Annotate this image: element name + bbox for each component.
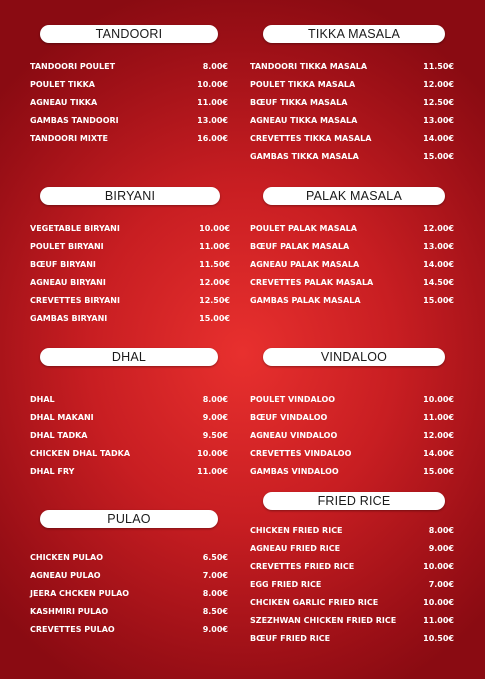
- menu-item: [250, 274, 454, 292]
- section-vindaloo: [250, 348, 454, 481]
- item-name: POULET TIKKA MASALA: [250, 80, 356, 89]
- item-price: 10.00€: [199, 224, 230, 233]
- item-price: 11.00€: [423, 413, 454, 422]
- menu-item: [30, 463, 228, 481]
- menu-list-biryani: [30, 220, 230, 328]
- item-price: 15.00€: [199, 314, 230, 323]
- item-price: 10.00€: [197, 80, 228, 89]
- item-price: 7.00€: [202, 571, 228, 580]
- item-price: 10.00€: [423, 598, 454, 607]
- item-price: 10.00€: [423, 395, 454, 404]
- menu-item: [250, 409, 454, 427]
- menu-item: [30, 58, 228, 76]
- item-name: BŒUF BIRYANI: [30, 260, 96, 269]
- item-price: 8.00€: [202, 395, 228, 404]
- item-name: POULET VINDALOO: [250, 395, 336, 404]
- item-price: 12.00€: [423, 80, 454, 89]
- menu-item: [30, 256, 230, 274]
- menu-item: [30, 549, 228, 567]
- menu-item: [30, 409, 228, 427]
- item-name: GAMBAS VINDALOO: [250, 467, 339, 476]
- menu-item: [250, 427, 454, 445]
- item-price: 14.00€: [423, 134, 454, 143]
- item-name: AGNEAU VINDALOO: [250, 431, 338, 440]
- item-name: TANDOORI TIKKA MASALA: [250, 62, 368, 71]
- item-name: AGNEAU BIRYANI: [30, 278, 106, 287]
- item-price: 12.00€: [199, 278, 230, 287]
- menu-list-tandoori: [30, 58, 228, 148]
- menu-item: [30, 427, 228, 445]
- item-name: POULET PALAK MASALA: [250, 224, 357, 233]
- item-price: 13.00€: [197, 116, 228, 125]
- menu-item: [30, 292, 230, 310]
- item-name: CREVETTES TIKKA MASALA: [250, 134, 372, 143]
- menu-item: [250, 130, 454, 148]
- item-price: 9.00€: [202, 625, 228, 634]
- item-price: 13.00€: [423, 242, 454, 251]
- section-dhal: [30, 348, 228, 481]
- item-name: BŒUF VINDALOO: [250, 413, 328, 422]
- section-fried-rice: [250, 492, 454, 648]
- item-price: 9.50€: [202, 431, 228, 440]
- item-name: EGG FRIED RICE: [250, 580, 322, 589]
- item-price: 12.50€: [199, 296, 230, 305]
- item-price: 8.00€: [428, 526, 454, 535]
- menu-item: [250, 292, 454, 310]
- item-name: GAMBAS TIKKA MASALA: [250, 152, 359, 161]
- item-name: AGNEAU FRIED RICE: [250, 544, 341, 553]
- section-title-palak-masala: PALAK MASALA: [263, 187, 445, 205]
- item-price: 15.00€: [423, 296, 454, 305]
- section-title-tandoori: TANDOORI: [40, 25, 218, 43]
- item-name: CREVETTES FRIED RICE: [250, 562, 355, 571]
- menu-item: [250, 445, 454, 463]
- item-price: 6.50€: [202, 553, 228, 562]
- item-name: CHCIKEN GARLIC FRIED RICE: [250, 598, 379, 607]
- item-name: AGNEAU TIKKA MASALA: [250, 116, 358, 125]
- item-price: 16.00€: [197, 134, 228, 143]
- menu-item: [30, 112, 228, 130]
- menu-item: [30, 445, 228, 463]
- item-price: 11.00€: [197, 467, 228, 476]
- item-price: 9.00€: [428, 544, 454, 553]
- menu-list-fried-rice: [250, 522, 454, 648]
- item-price: 8.00€: [202, 589, 228, 598]
- menu-item: [250, 391, 454, 409]
- section-palak-masala: [250, 187, 454, 310]
- item-price: 10.00€: [197, 449, 228, 458]
- menu-item: [250, 463, 454, 481]
- section-title-pulao: PULAO: [40, 510, 218, 528]
- menu-item: [250, 256, 454, 274]
- item-price: 12.00€: [423, 431, 454, 440]
- menu-item: [30, 130, 228, 148]
- menu-item: [30, 310, 230, 328]
- item-price: 15.00€: [423, 152, 454, 161]
- section-tikka-masala: [250, 25, 454, 166]
- menu-list-tikka-masala: [250, 58, 454, 166]
- item-name: VEGETABLE BIRYANI: [30, 224, 120, 233]
- item-price: 9.00€: [202, 413, 228, 422]
- item-name: CREVETTES PULAO: [30, 625, 115, 634]
- item-name: TANDOORI POULET: [30, 62, 116, 71]
- menu-item: [30, 274, 230, 292]
- section-title-tikka-masala: TIKKA MASALA: [263, 25, 445, 43]
- item-name: CREVETTES BIRYANI: [30, 296, 120, 305]
- menu-list-dhal: [30, 391, 228, 481]
- menu-item: [250, 94, 454, 112]
- item-name: SZEZHWAN CHICKEN FRIED RICE: [250, 616, 397, 625]
- item-name: POULET TIKKA: [30, 80, 95, 89]
- section-title-vindaloo: VINDALOO: [263, 348, 445, 366]
- menu-item: [250, 238, 454, 256]
- item-name: BŒUF FRIED RICE: [250, 634, 331, 643]
- item-price: 14.00€: [423, 260, 454, 269]
- item-price: 11.50€: [199, 260, 230, 269]
- item-price: 14.50€: [423, 278, 454, 287]
- item-price: 14.00€: [423, 449, 454, 458]
- item-price: 11.50€: [423, 62, 454, 71]
- item-price: 10.50€: [423, 634, 454, 643]
- menu-item: [30, 567, 228, 585]
- item-name: GAMBAS TANDOORI: [30, 116, 119, 125]
- item-price: 8.50€: [202, 607, 228, 616]
- section-title-fried-rice: FRIED RICE: [263, 492, 445, 510]
- item-price: 11.00€: [197, 98, 228, 107]
- menu-list-vindaloo: [250, 391, 454, 481]
- section-pulao: [30, 510, 228, 639]
- menu-item: [30, 238, 230, 256]
- menu-item: [30, 220, 230, 238]
- menu-item: [250, 58, 454, 76]
- section-title-dhal: DHAL: [40, 348, 218, 366]
- item-name: CHICKEN DHAL TADKA: [30, 449, 131, 458]
- menu-item: [250, 540, 454, 558]
- item-price: 11.00€: [199, 242, 230, 251]
- section-title-biryani: BIRYANI: [40, 187, 220, 205]
- menu-item: [30, 391, 228, 409]
- menu-item: [30, 585, 228, 603]
- item-price: 15.00€: [423, 467, 454, 476]
- menu-item: [250, 76, 454, 94]
- menu-item: [250, 148, 454, 166]
- section-tandoori: [30, 25, 228, 148]
- menu-item: [30, 76, 228, 94]
- menu-item: [30, 94, 228, 112]
- item-name: JEERA CHCKEN PULAO: [30, 589, 130, 598]
- item-name: GAMBAS BIRYANI: [30, 314, 108, 323]
- menu-list-pulao: [30, 549, 228, 639]
- item-name: KASHMIRI PULAO: [30, 607, 109, 616]
- menu-item: [250, 112, 454, 130]
- menu-item: [250, 576, 454, 594]
- menu-item: [250, 612, 454, 630]
- item-name: DHAL: [30, 395, 55, 404]
- item-name: CREVETTES PALAK MASALA: [250, 278, 374, 287]
- item-price: 8.00€: [202, 62, 228, 71]
- item-price: 10.00€: [423, 562, 454, 571]
- item-name: AGNEAU PALAK MASALA: [250, 260, 360, 269]
- item-name: BŒUF TIKKA MASALA: [250, 98, 348, 107]
- item-price: 7.00€: [428, 580, 454, 589]
- menu-item: [250, 594, 454, 612]
- menu-item: [250, 522, 454, 540]
- item-name: CREVETTES VINDALOO: [250, 449, 352, 458]
- menu-item: [250, 558, 454, 576]
- item-name: CHICKEN PULAO: [30, 553, 104, 562]
- item-name: DHAL FRY: [30, 467, 75, 476]
- menu-item: [250, 630, 454, 648]
- menu-list-palak-masala: [250, 220, 454, 310]
- item-price: 11.00€: [423, 616, 454, 625]
- menu-item: [30, 603, 228, 621]
- section-biryani: [30, 187, 230, 328]
- item-name: TANDOORI MIXTE: [30, 134, 108, 143]
- item-name: DHAL TADKA: [30, 431, 88, 440]
- item-price: 13.00€: [423, 116, 454, 125]
- item-name: AGNEAU TIKKA: [30, 98, 98, 107]
- item-name: GAMBAS PALAK MASALA: [250, 296, 361, 305]
- menu-item: [30, 621, 228, 639]
- item-name: POULET BIRYANI: [30, 242, 104, 251]
- item-name: BŒUF PALAK MASALA: [250, 242, 350, 251]
- menu-item: [250, 220, 454, 238]
- item-name: DHAL MAKANI: [30, 413, 94, 422]
- item-name: AGNEAU PULAO: [30, 571, 101, 580]
- item-price: 12.00€: [423, 224, 454, 233]
- item-price: 12.50€: [423, 98, 454, 107]
- item-name: CHICKEN FRIED RICE: [250, 526, 343, 535]
